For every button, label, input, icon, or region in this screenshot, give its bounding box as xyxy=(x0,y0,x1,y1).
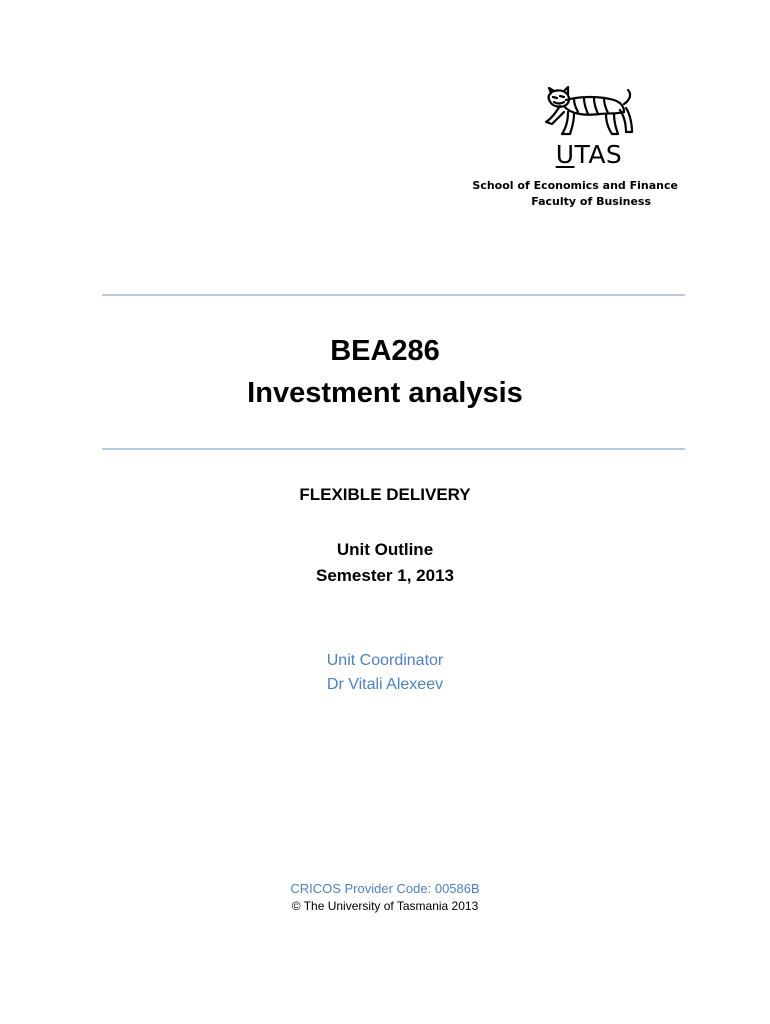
semester-label: Semester 1, 2013 xyxy=(316,566,454,585)
coordinator-name: Dr Vitali Alexeev xyxy=(326,676,444,693)
school-block xyxy=(420,178,678,210)
logo-text-rest: TAS xyxy=(574,140,623,169)
school-name: School of Economics and Finance xyxy=(472,179,678,192)
unit-title: Investment analysis xyxy=(247,377,523,409)
unit-code: BEA286 xyxy=(330,335,440,367)
copyright: © The University of Tasmania 2013 xyxy=(291,899,479,913)
coordinator-label: Unit Coordinator xyxy=(326,652,444,669)
utas-logo-text: UTAS xyxy=(555,140,623,169)
cricos-code: CRICOS Provider Code: 00586B xyxy=(290,881,480,896)
delivery-mode: FLEXIBLE DELIVERY xyxy=(299,485,471,504)
faculty-name: Faculty of Business xyxy=(531,195,651,208)
outline-label: Unit Outline xyxy=(336,540,434,559)
bottom-divider xyxy=(102,448,685,450)
top-divider xyxy=(102,294,685,296)
